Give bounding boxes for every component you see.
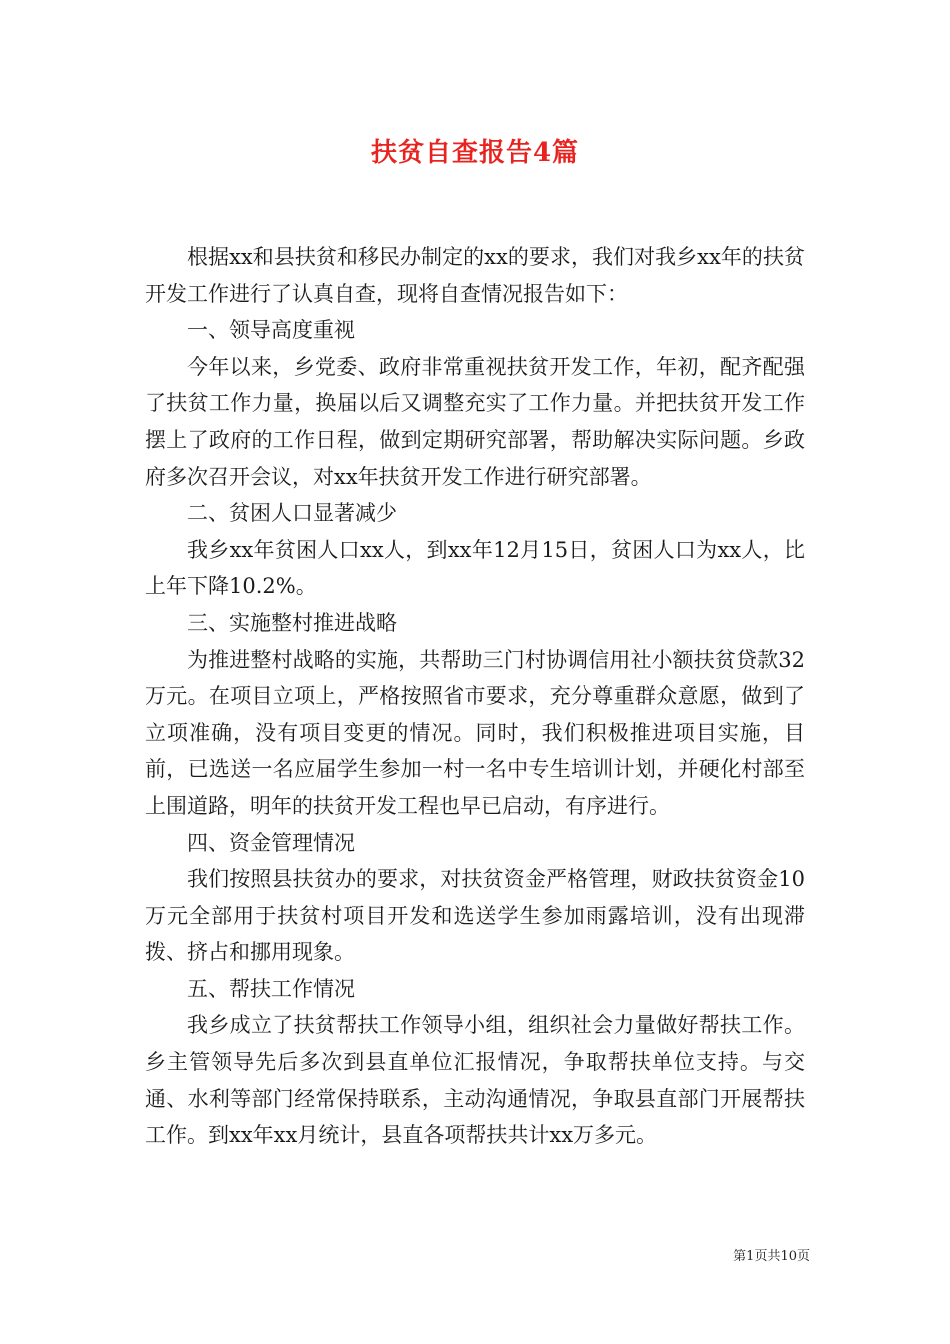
section-heading-4: 四、资金管理情况 — [187, 830, 355, 855]
page-number: 第1页共10页 — [733, 1249, 810, 1264]
paragraph-1: 今年以来，乡党委、政府非常重视扶贫开发工作，年初，配齐配强了扶贫工作力量，换届以后又调整充实了工作力量。并把扶贫开发工作摆上了政府的工作日程，做到定期研究部署，帮助解决实际问题。乡政府多次召开会议，对xx年扶贫开发工作进行研究部署。 — [145, 354, 805, 489]
paragraph-5: 我乡成立了扶贫帮扶工作领导小组，组织社会力量做好帮扶工作。乡主管领导先后多次到县直单位汇报情况，争取帮扶单位支持。与交通、水利等部门经常保持联系，主动沟通情况，争取县直部门开展帮扶工作。到xx年xx月统计，县直各项帮扶共计xx万多元。 — [145, 1013, 805, 1148]
paragraph-3: 为推进整村战略的实施，共帮助三门村协调信用社小额扶贫贷款32万元。在项目立项上，严格按照省市要求，充分尊重群众意愿，做到了立项准确，没有项目变更的情况。同时，我们积极推进项目实施，目前，已选送一名应届学生参加一村一名中专生培训计划，并硬化村部至上围道路，明年的扶贫开发工程也早已启动，有序进行。 — [145, 647, 805, 818]
paragraph-2: 我乡xx年贫困人口xx人，到xx年12月15日，贫困人口为xx人，比上年下降10.2%。 — [145, 537, 805, 599]
document-title: 扶贫自查报告4篇 — [370, 138, 580, 168]
document-body — [145, 239, 805, 1154]
section-heading-3: 三、实施整村推进战略 — [187, 610, 397, 635]
section-heading-5: 五、帮扶工作情况 — [187, 976, 355, 1001]
paragraph-4: 我们按照县扶贫办的要求，对扶贫资金严格管理，财政扶贫资金10万元全部用于扶贫村项目开发和选送学生参加雨露培训，没有出现滞拨、挤占和挪用现象。 — [145, 867, 805, 965]
section-heading-2: 二、贫困人口显著减少 — [187, 501, 397, 526]
paragraph-intro: 根据xx和县扶贫和移民办制定的xx的要求，我们对我乡xx年的扶贫开发工作进行了认真自查，现将自查情况报告如下： — [145, 245, 805, 306]
section-heading-1: 一、领导高度重视 — [187, 318, 355, 343]
